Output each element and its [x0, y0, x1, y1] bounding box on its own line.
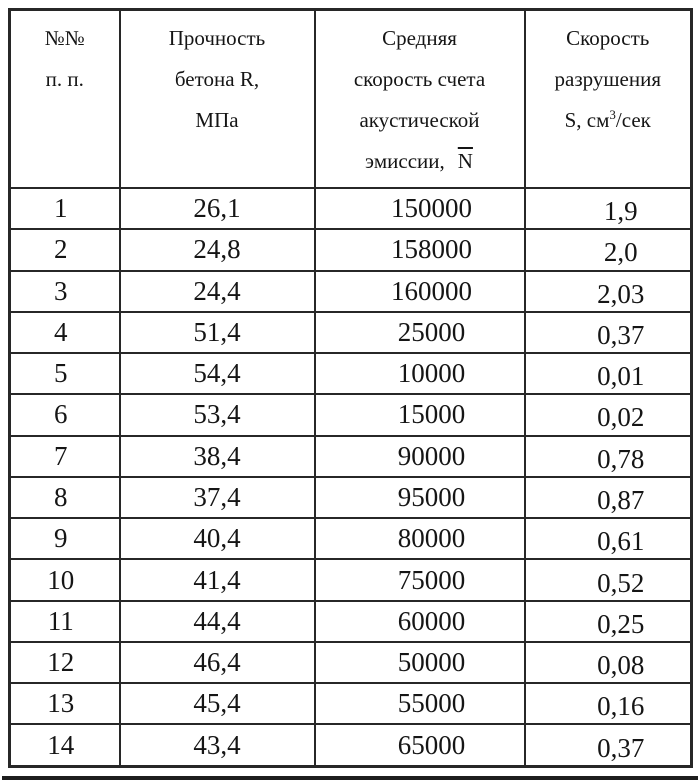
cell-destruction-speed: 0,02 — [525, 394, 692, 435]
cell-emission-count: 55000 — [315, 683, 525, 724]
table-row — [10, 642, 692, 683]
cell-destruction-speed: 0,78 — [525, 436, 692, 477]
cell-row-number: 10 — [10, 559, 120, 600]
cell-row-number: 5 — [10, 353, 120, 394]
cell-emission-count: 158000 — [315, 229, 525, 270]
header-concrete-strength — [120, 10, 315, 189]
cell-emission-count: 95000 — [315, 477, 525, 518]
cell-destruction-speed: 2,03 — [525, 271, 692, 312]
cell-row-number: 14 — [10, 724, 120, 766]
cell-strength: 41,4 — [120, 559, 315, 600]
unit-superscript: 3 — [609, 107, 616, 122]
cell-destruction-speed: 0,87 — [525, 477, 692, 518]
cell-strength: 24,8 — [120, 229, 315, 270]
header-line: №№ — [44, 26, 85, 50]
cell-row-number: 3 — [10, 271, 120, 312]
cell-emission-count: 75000 — [315, 559, 525, 600]
cell-strength: 24,4 — [120, 271, 315, 312]
cell-destruction-speed: 2,0 — [525, 229, 692, 270]
table-row — [10, 229, 692, 270]
cell-destruction-speed: 0,16 — [525, 683, 692, 724]
header-line — [317, 141, 523, 182]
header-line: разрушения — [554, 67, 661, 91]
cell-destruction-speed: 0,08 — [525, 642, 692, 683]
cell-emission-count: 90000 — [315, 436, 525, 477]
cell-row-number: 1 — [10, 188, 120, 229]
cell-row-number: 12 — [10, 642, 120, 683]
table-row — [10, 312, 692, 353]
results-table — [8, 8, 693, 768]
cell-strength: 40,4 — [120, 518, 315, 559]
cell-emission-count: 25000 — [315, 312, 525, 353]
cell-strength: 53,4 — [120, 394, 315, 435]
cell-strength: 26,1 — [120, 188, 315, 229]
cell-row-number: 9 — [10, 518, 120, 559]
table-row — [10, 271, 692, 312]
header-line: Средняя — [382, 26, 457, 50]
table-row — [10, 518, 692, 559]
table-row — [10, 724, 692, 766]
results-table-container — [8, 8, 690, 768]
header-line: Скорость — [566, 26, 650, 50]
emission-label: эмиссии, — [365, 149, 445, 173]
cell-destruction-speed: 0,52 — [525, 559, 692, 600]
cell-destruction-speed: 0,37 — [525, 724, 692, 766]
unit-suffix: /сек — [615, 108, 651, 132]
cell-emission-count: 15000 — [315, 394, 525, 435]
cell-destruction-speed: 1,9 — [525, 188, 692, 229]
table-bottom-border-line — [2, 776, 698, 780]
header-acoustic-emission-rate — [315, 10, 525, 189]
cell-row-number: 8 — [10, 477, 120, 518]
header-line: бетона R, — [174, 67, 260, 91]
cell-strength: 45,4 — [120, 683, 315, 724]
cell-emission-count: 160000 — [315, 271, 525, 312]
table-row — [10, 353, 692, 394]
cell-row-number: 11 — [10, 601, 120, 642]
cell-strength: 43,4 — [120, 724, 315, 766]
cell-emission-count: 60000 — [315, 601, 525, 642]
cell-strength: 37,4 — [120, 477, 315, 518]
cell-row-number: 4 — [10, 312, 120, 353]
header-line: МПа — [195, 108, 239, 132]
cell-emission-count: 65000 — [315, 724, 525, 766]
header-line: акустической — [359, 108, 480, 132]
table-row — [10, 559, 692, 600]
table-row — [10, 436, 692, 477]
table-row — [10, 683, 692, 724]
cell-destruction-speed: 0,61 — [525, 518, 692, 559]
header-line: Прочность — [168, 26, 266, 50]
cell-strength: 54,4 — [120, 353, 315, 394]
unit-prefix: S, см — [564, 108, 610, 132]
cell-emission-count: 50000 — [315, 642, 525, 683]
cell-destruction-speed: 0,37 — [525, 312, 692, 353]
cell-strength: 38,4 — [120, 436, 315, 477]
cell-emission-count: 10000 — [315, 353, 525, 394]
n-bar-symbol: $\overline{N}$ — [457, 149, 473, 173]
cell-emission-count: 80000 — [315, 518, 525, 559]
header-line — [527, 100, 690, 141]
header-line: п. п. — [45, 67, 84, 91]
header-row — [10, 10, 692, 189]
table-row — [10, 477, 692, 518]
cell-row-number: 6 — [10, 394, 120, 435]
table-row — [10, 394, 692, 435]
table-body — [10, 188, 692, 767]
cell-destruction-speed: 0,01 — [525, 353, 692, 394]
cell-row-number: 13 — [10, 683, 120, 724]
cell-row-number: 2 — [10, 229, 120, 270]
table-row — [10, 188, 692, 229]
cell-destruction-speed: 0,25 — [525, 601, 692, 642]
cell-strength: 51,4 — [120, 312, 315, 353]
cell-row-number: 7 — [10, 436, 120, 477]
table-row — [10, 601, 692, 642]
table-header — [10, 10, 692, 189]
header-row-number — [10, 10, 120, 189]
cell-strength: 44,4 — [120, 601, 315, 642]
header-line: скорость счета — [353, 67, 486, 91]
cell-strength: 46,4 — [120, 642, 315, 683]
cell-emission-count: 150000 — [315, 188, 525, 229]
header-destruction-rate — [525, 10, 692, 189]
